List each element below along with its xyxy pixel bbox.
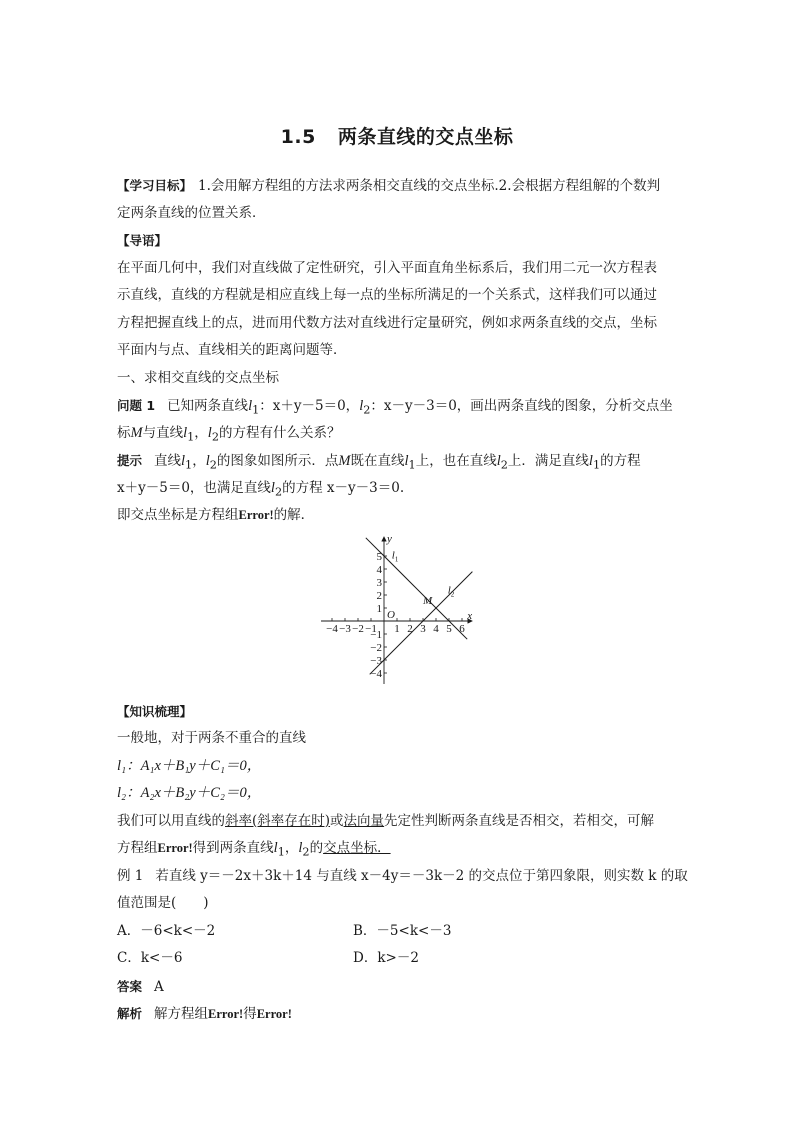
equation-l2: l₂：A₂x＋B₂y＋C₂＝0， bbox=[117, 785, 262, 801]
hint-cont: x＋y－5＝0，也满足直线$l_2$的方程 x－y－3＝0. bbox=[117, 479, 405, 499]
knowledge-line: 一般地，对于两条不重合的直线 bbox=[117, 730, 306, 746]
line-l2-label: $l_2$ bbox=[447, 584, 455, 599]
intro-line: 平面内与点、直线相关的距离问题等． bbox=[117, 342, 347, 358]
hint: 提示 直线$l_1$，$l_2$的图象如图所示．点M既在直线$l_1$上，也在直线$l_2$上．满足直线$l_1$的方程 bbox=[117, 453, 641, 472]
x-tick-label: 6 bbox=[459, 622, 465, 635]
y-tick-label: 2 bbox=[376, 589, 382, 602]
option-b: B．－5<k<－3 bbox=[353, 922, 452, 939]
learning-goals: 【学习目标】 1.会用解方程组的方法求两条相交直线的交点坐标.2.会根据方程组解的个数判 bbox=[117, 178, 661, 194]
question-1: 问题 1 已知两条直线$l_1$：x＋y－5＝0，$l_2$：x－y－3＝0，画出两条直线的图象，分析交点坐 bbox=[117, 398, 673, 417]
option-d: D．k>－2 bbox=[353, 950, 419, 966]
coordinate-plot bbox=[319, 534, 475, 686]
x-tick-label: 1 bbox=[394, 622, 400, 635]
answer: 答案 A bbox=[117, 978, 164, 995]
origin-label: O bbox=[387, 608, 395, 621]
section-heading: 一、求相交直线的交点坐标 bbox=[117, 369, 279, 386]
point-m-label: M bbox=[423, 594, 433, 607]
option-c: C．k<－6 bbox=[117, 950, 183, 966]
y-tick-label: 1 bbox=[376, 602, 382, 615]
equation-l1: l₁：A₁x＋B₁y＋C₁＝0， bbox=[117, 757, 262, 774]
x-tick-label: −4 bbox=[326, 622, 338, 635]
x-tick-label: −2 bbox=[352, 622, 364, 635]
x-tick-label: 5 bbox=[446, 622, 452, 635]
intro-label: 【导语】 bbox=[117, 233, 168, 248]
knowledge-line: 我们可以用直线的斜率(斜率存在时)或法向量先定性判断两条直线是否相交，若相交，可解 bbox=[117, 812, 655, 829]
knowledge-line: 方程组Error!得到两条直线$l_1$，$l_2$的交点坐标． bbox=[117, 840, 391, 859]
y-tick-label: −4 bbox=[370, 667, 382, 680]
line-l2 bbox=[370, 571, 473, 674]
options-row bbox=[117, 918, 679, 946]
options-row bbox=[117, 945, 679, 973]
example-1-cont: 值范围是( ) bbox=[117, 895, 209, 911]
y-tick-label: −2 bbox=[370, 641, 382, 654]
x-tick-label: −3 bbox=[339, 622, 351, 635]
x-tick-label: −1 bbox=[365, 622, 377, 635]
x-tick-label: 4 bbox=[433, 622, 439, 635]
y-tick-label: 5 bbox=[376, 550, 382, 563]
y-tick-label: −1 bbox=[370, 628, 382, 641]
option-a: A．－6<k<－2 bbox=[117, 922, 216, 939]
page-title: 1.5 两条直线的交点坐标 bbox=[280, 126, 514, 148]
line-l1-label: $l_1$ bbox=[391, 549, 399, 564]
question-1-cont: 标M与直线$l_1$，$l_2$的方程有什么关系？ bbox=[117, 424, 341, 444]
intro-line: 在平面几何中，我们对直线做了定性研究，引入平面直角坐标系后，我们用二元一次方程表 bbox=[117, 259, 657, 276]
intro-line: 示直线，直线的方程就是相应直线上每一点的坐标所满足的一个关系式，这样我们可以通过 bbox=[117, 287, 657, 303]
intro-line: 方程把握直线上的点，进而用代数方法对直线进行定量研究，例如求两条直线的交点，坐标 bbox=[117, 314, 657, 331]
coordinate-figure bbox=[117, 534, 679, 692]
x-tick-label: 2 bbox=[407, 622, 413, 635]
example-1: 例 1 若直线 y＝－2x＋3k＋14 与直线 x－4y＝－3k－2 的交点位于第四象限，则实数 k 的取 bbox=[117, 867, 688, 884]
y-tick-label: 4 bbox=[376, 563, 382, 576]
document-body bbox=[117, 172, 688, 1028]
y-tick-label: −3 bbox=[370, 654, 382, 667]
y-axis-label: y bbox=[387, 533, 392, 545]
learning-goals-cont: 定两条直线的位置关系． bbox=[117, 204, 266, 221]
solution-line: 即交点坐标是方程组Error!的解． bbox=[117, 507, 315, 523]
analysis: 解析 解方程组Error!得Error! bbox=[117, 1006, 292, 1022]
y-tick-label: 3 bbox=[376, 576, 382, 589]
knowledge-label: 【知识梳理】 bbox=[117, 703, 193, 719]
x-tick-label: 3 bbox=[420, 622, 426, 635]
x-axis-label: x bbox=[467, 609, 473, 622]
